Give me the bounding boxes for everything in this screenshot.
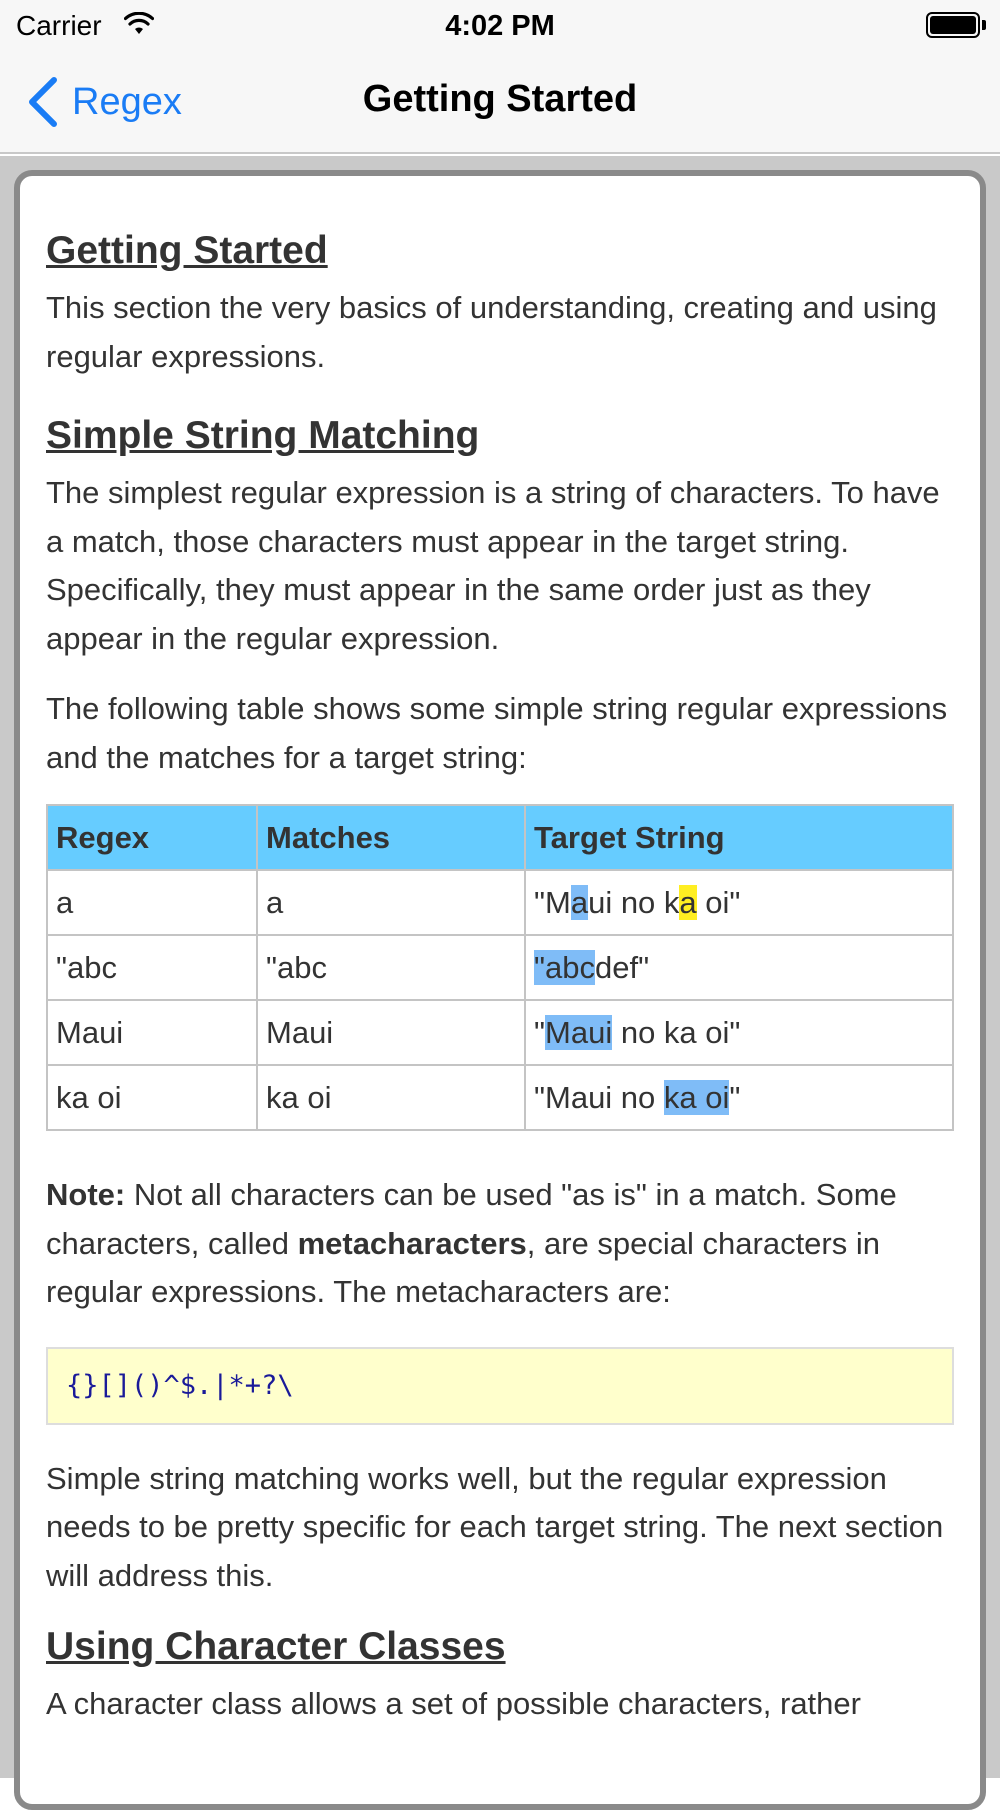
section-heading-simple-string-matching: Simple String Matching bbox=[46, 414, 480, 457]
table-cell-regex: Maui bbox=[47, 1000, 257, 1065]
match-highlight: a bbox=[679, 884, 697, 920]
status-bar bbox=[0, 0, 1000, 50]
table-cell-matches: Maui bbox=[257, 1000, 525, 1065]
match-highlight: "abc bbox=[534, 949, 595, 985]
target-text: "Maui no bbox=[534, 1079, 664, 1115]
table-header-target-string: Target String bbox=[525, 805, 953, 870]
target-text: no ka oi" bbox=[612, 1014, 741, 1050]
target-text: oi" bbox=[696, 884, 741, 920]
status-time: 4:02 PM bbox=[445, 10, 555, 42]
target-text: " bbox=[729, 1079, 741, 1115]
table-row bbox=[47, 1000, 953, 1065]
table-body bbox=[47, 870, 953, 1130]
section-heading-character-classes: Using Character Classes bbox=[46, 1625, 506, 1668]
match-highlight: ka oi bbox=[663, 1079, 730, 1115]
table-cell-matches: ka oi bbox=[257, 1065, 525, 1130]
section-body-character-classes: A character class allows a set of possible characters, rather bbox=[46, 1686, 861, 1721]
paragraph-table-intro: The following table shows some simple string regular expressions and the matches for a target string: bbox=[46, 691, 948, 775]
note-text-1: Not all characters can be used "as is" in a match. Some characters, called bbox=[46, 1177, 897, 1261]
note-text-2: , are special characters in regular expressions. The metacharacters are: bbox=[46, 1225, 880, 1309]
table-cell-regex: ka oi bbox=[47, 1065, 257, 1130]
paragraph-simple-matching-summary: Simple string matching works well, but the regular expression needs to be pretty specific for each target string. The next section will address this. bbox=[46, 1460, 944, 1593]
matches-table bbox=[46, 804, 954, 1131]
table-cell-target-string bbox=[525, 935, 953, 1000]
target-text: "M bbox=[534, 884, 571, 920]
target-text: def" bbox=[595, 949, 650, 985]
page-title: Getting Started bbox=[362, 78, 638, 120]
table-row bbox=[47, 1065, 953, 1130]
note-label: Note: bbox=[46, 1177, 126, 1212]
table-cell-regex: a bbox=[47, 870, 257, 935]
navigation-bar bbox=[0, 50, 1000, 154]
section-body-getting-started: This section the very basics of understanding, creating and using regular expressions. bbox=[46, 290, 937, 374]
table-cell-target-string bbox=[525, 1065, 953, 1130]
content-area[interactable] bbox=[0, 156, 1000, 1778]
table-cell-target-string bbox=[525, 1000, 953, 1065]
note-bold-word: metacharacters bbox=[297, 1225, 527, 1261]
note-paragraph bbox=[46, 1171, 954, 1317]
back-button-label: Regex bbox=[72, 80, 182, 123]
table-cell-target-string bbox=[525, 870, 953, 935]
metacharacters-code-block: {}[]()^$.|*+?\ bbox=[46, 1347, 954, 1425]
section-heading-getting-started: Getting Started bbox=[46, 229, 328, 272]
paragraph-simplest-regex: The simplest regular expression is a string of characters. To have a match, those characters must appear in the target string. Specifically, they must appear in the same order just as they appear in the regular expression. bbox=[46, 475, 940, 656]
match-highlight: a bbox=[570, 884, 589, 920]
table-row bbox=[47, 935, 953, 1000]
target-text: " bbox=[534, 1014, 546, 1050]
target-text: ui no k bbox=[588, 884, 680, 920]
article bbox=[46, 226, 954, 1729]
table-cell-regex: "abc bbox=[47, 935, 257, 1000]
match-highlight: Maui bbox=[545, 1014, 613, 1050]
table-header-row bbox=[47, 805, 953, 870]
content-card[interactable] bbox=[14, 170, 986, 1810]
battery-icon bbox=[926, 12, 986, 38]
table-header-regex: Regex bbox=[47, 805, 257, 870]
table-cell-matches: "abc bbox=[257, 935, 525, 1000]
table-header-matches: Matches bbox=[257, 805, 525, 870]
table-row bbox=[47, 870, 953, 935]
table-cell-matches: a bbox=[257, 870, 525, 935]
carrier-label: Carrier bbox=[16, 10, 102, 41]
